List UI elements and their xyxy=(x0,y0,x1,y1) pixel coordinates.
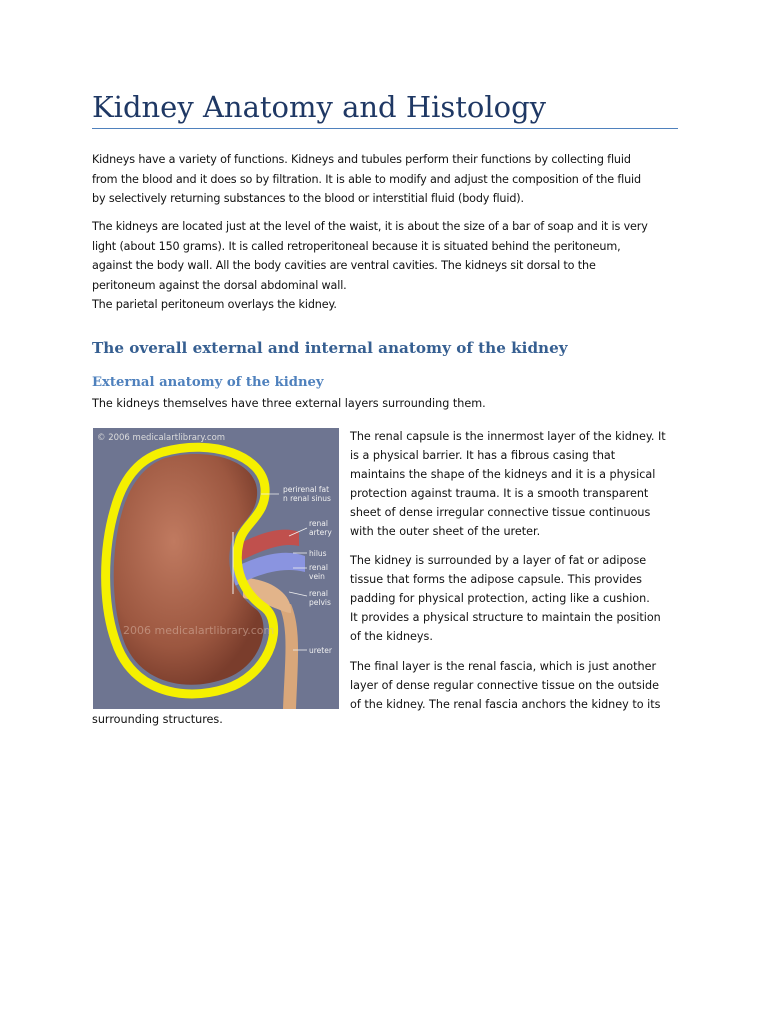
label-renal: renal xyxy=(309,519,328,528)
intro-paragraph-2 xyxy=(92,217,682,315)
label-vein: vein xyxy=(309,572,325,581)
label-ureter: ureter xyxy=(309,646,332,655)
text-line: padding for physical protection, acting like a cushion. xyxy=(350,592,650,605)
label-renal-sinus: n renal sinus xyxy=(283,494,331,503)
text-line: The final layer is the renal fascia, which is just another xyxy=(350,660,657,673)
section-heading: The overall external and internal anatomy of the kidney xyxy=(92,339,568,357)
label-hilus: hilus xyxy=(309,549,327,558)
label-renal-vein-1: renal xyxy=(309,563,328,572)
text-line: protection against trauma. It is a smooth transparent xyxy=(350,487,649,500)
section-subheading: External anatomy of the kidney xyxy=(92,375,324,390)
page-title: Kidney Anatomy and Histology xyxy=(92,90,547,124)
title-underline xyxy=(92,128,678,129)
text-line: with the outer sheet of the ureter. xyxy=(350,525,541,538)
text-line: peritoneum against the dorsal abdominal wall. xyxy=(92,278,347,292)
text-line: of the kidneys. xyxy=(350,630,433,643)
text-line: tissue that forms the adipose capsule. This provides xyxy=(350,573,643,586)
figure-copyright: © 2006 medicalartlibrary.com xyxy=(97,433,226,443)
label-renal-pelvis-1: renal xyxy=(309,589,328,598)
renal-fascia-continuation: surrounding structures. xyxy=(92,713,223,726)
text-line: of the kidney. The renal fascia anchors the kidney to its xyxy=(350,698,661,711)
text-line: The renal capsule is the innermost layer of the kidney. It xyxy=(350,430,666,443)
section-lead: The kidneys themselves have three external layers surrounding them. xyxy=(92,397,486,410)
text-line: The parietal peritoneum overlays the kidney. xyxy=(92,298,337,311)
text-line: against the body wall. All the body cavities are ventral cavities. The kidneys sit dorsal to the xyxy=(92,259,596,272)
text-line: layer of dense regular connective tissue on the outside xyxy=(350,679,659,692)
kidney-illustration xyxy=(93,428,339,709)
text-line: The kidney is surrounded by a layer of fat or adipose xyxy=(350,554,647,567)
text-line: Kidneys have a variety of functions. Kidneys and tubules perform their functions by collecting fluid xyxy=(92,153,631,166)
renal-fascia-paragraph xyxy=(350,657,690,714)
label-perirenal-fat: perirenal fat xyxy=(283,485,330,494)
text-line: maintains the shape of the kidneys and it is a physical xyxy=(350,468,656,481)
text-line: The kidneys are located just at the level of the waist, it is about the size of a bar of soap and it is very xyxy=(92,220,648,233)
label-artery: artery xyxy=(309,528,332,537)
adipose-capsule-paragraph xyxy=(350,551,690,646)
text-line: is a physical barrier. It has a fibrous casing that xyxy=(350,449,616,462)
renal-capsule-paragraph xyxy=(350,427,690,541)
intro-paragraph-1 xyxy=(92,150,682,209)
figure-watermark: 2006 medicalartlibrary.com xyxy=(123,624,275,637)
text-line: sheet of dense irregular connective tissue continuous xyxy=(350,506,651,519)
text-line: light (about 150 grams). It is called retroperitoneal because it is situated behind the peritoneum, xyxy=(92,239,621,253)
text-line: It provides a physical structure to maintain the position xyxy=(350,611,661,624)
text-line: by selectively returning substances to the blood or interstitial fluid (body fluid). xyxy=(92,192,524,205)
text-line: from the blood and it does so by filtration. It is able to modify and adjust the composition of the fluid xyxy=(92,172,641,186)
label-pelvis: pelvis xyxy=(309,598,331,607)
